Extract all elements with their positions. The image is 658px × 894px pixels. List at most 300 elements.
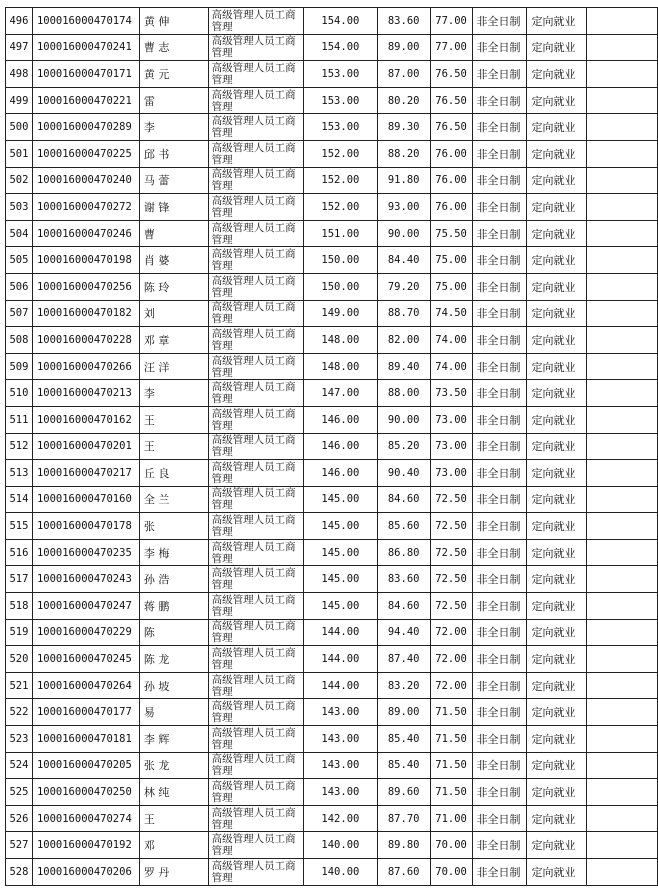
row-number: 514 bbox=[6, 486, 33, 513]
interview-score: 84.40 bbox=[377, 247, 430, 274]
empty-cell bbox=[587, 87, 658, 114]
study-mode: 非全日制 bbox=[472, 593, 527, 620]
interview-score: 87.60 bbox=[377, 859, 430, 886]
employment-type: 定向就业 bbox=[527, 433, 587, 460]
candidate-name: 邓 章 bbox=[139, 327, 208, 354]
interview-score: 88.20 bbox=[377, 140, 430, 167]
major-name: 高级管理人员工商管理 bbox=[208, 832, 303, 859]
employment-type: 定向就业 bbox=[527, 167, 587, 194]
table-row bbox=[6, 832, 658, 859]
table-row bbox=[6, 140, 658, 167]
interview-score: 94.40 bbox=[377, 619, 430, 646]
employment-type: 定向就业 bbox=[527, 513, 587, 540]
major-name: 高级管理人员工商管理 bbox=[208, 513, 303, 540]
row-number: 518 bbox=[6, 593, 33, 620]
candidate-id: 100016000470274 bbox=[32, 805, 139, 832]
total-score: 143.00 bbox=[304, 779, 378, 806]
major-name: 高级管理人员工商管理 bbox=[208, 87, 303, 114]
table-row bbox=[6, 194, 658, 221]
final-score: 75.00 bbox=[430, 273, 472, 300]
employment-type: 定向就业 bbox=[527, 832, 587, 859]
table-row bbox=[6, 247, 658, 274]
employment-type: 定向就业 bbox=[527, 859, 587, 886]
total-score: 146.00 bbox=[304, 460, 378, 487]
table-body bbox=[6, 8, 658, 886]
candidate-name: 张 龙 bbox=[139, 752, 208, 779]
total-score: 149.00 bbox=[304, 300, 378, 327]
total-score: 140.00 bbox=[304, 859, 378, 886]
table-row bbox=[6, 220, 658, 247]
major-name: 高级管理人员工商管理 bbox=[208, 699, 303, 726]
final-score: 72.50 bbox=[430, 593, 472, 620]
candidate-name: 林 纯 bbox=[139, 779, 208, 806]
study-mode: 非全日制 bbox=[472, 486, 527, 513]
employment-type: 定向就业 bbox=[527, 672, 587, 699]
empty-cell bbox=[587, 859, 658, 886]
row-number: 527 bbox=[6, 832, 33, 859]
total-score: 146.00 bbox=[304, 433, 378, 460]
total-score: 152.00 bbox=[304, 167, 378, 194]
candidate-id: 100016000470192 bbox=[32, 832, 139, 859]
study-mode: 非全日制 bbox=[472, 194, 527, 221]
empty-cell bbox=[587, 353, 658, 380]
candidate-id: 100016000470217 bbox=[32, 460, 139, 487]
candidate-id: 100016000470245 bbox=[32, 646, 139, 673]
candidate-name: 曹 志 bbox=[139, 34, 208, 61]
employment-type: 定向就业 bbox=[527, 486, 587, 513]
empty-cell bbox=[587, 805, 658, 832]
major-name: 高级管理人员工商管理 bbox=[208, 140, 303, 167]
interview-score: 89.30 bbox=[377, 114, 430, 141]
employment-type: 定向就业 bbox=[527, 114, 587, 141]
employment-type: 定向就业 bbox=[527, 327, 587, 354]
candidate-name: 陈 玲 bbox=[139, 273, 208, 300]
candidate-name: 全 兰 bbox=[139, 486, 208, 513]
total-score: 143.00 bbox=[304, 726, 378, 753]
study-mode: 非全日制 bbox=[472, 406, 527, 433]
candidate-name: 汪 洋 bbox=[139, 353, 208, 380]
candidate-id: 100016000470213 bbox=[32, 380, 139, 407]
candidate-name: 李 辉 bbox=[139, 726, 208, 753]
empty-cell bbox=[587, 779, 658, 806]
final-score: 73.00 bbox=[430, 433, 472, 460]
interview-score: 83.20 bbox=[377, 672, 430, 699]
final-score: 76.50 bbox=[430, 114, 472, 141]
major-name: 高级管理人员工商管理 bbox=[208, 380, 303, 407]
candidate-id: 100016000470264 bbox=[32, 672, 139, 699]
table-row bbox=[6, 566, 658, 593]
study-mode: 非全日制 bbox=[472, 8, 527, 35]
table-row bbox=[6, 34, 658, 61]
major-name: 高级管理人员工商管理 bbox=[208, 672, 303, 699]
row-number: 504 bbox=[6, 220, 33, 247]
row-number: 526 bbox=[6, 805, 33, 832]
major-name: 高级管理人员工商管理 bbox=[208, 114, 303, 141]
total-score: 152.00 bbox=[304, 140, 378, 167]
final-score: 71.50 bbox=[430, 726, 472, 753]
total-score: 145.00 bbox=[304, 566, 378, 593]
study-mode: 非全日制 bbox=[472, 140, 527, 167]
candidate-name: 蒋 鹏 bbox=[139, 593, 208, 620]
study-mode: 非全日制 bbox=[472, 167, 527, 194]
employment-type: 定向就业 bbox=[527, 593, 587, 620]
table-row bbox=[6, 406, 658, 433]
interview-score: 79.20 bbox=[377, 273, 430, 300]
candidate-name: 黄 伸 bbox=[139, 8, 208, 35]
total-score: 146.00 bbox=[304, 406, 378, 433]
empty-cell bbox=[587, 486, 658, 513]
empty-cell bbox=[587, 273, 658, 300]
empty-cell bbox=[587, 513, 658, 540]
study-mode: 非全日制 bbox=[472, 433, 527, 460]
employment-type: 定向就业 bbox=[527, 460, 587, 487]
total-score: 153.00 bbox=[304, 114, 378, 141]
employment-type: 定向就业 bbox=[527, 805, 587, 832]
total-score: 144.00 bbox=[304, 646, 378, 673]
interview-score: 87.00 bbox=[377, 61, 430, 88]
row-number: 515 bbox=[6, 513, 33, 540]
candidate-name: 邱 书 bbox=[139, 140, 208, 167]
total-score: 145.00 bbox=[304, 486, 378, 513]
major-name: 高级管理人员工商管理 bbox=[208, 300, 303, 327]
table-row bbox=[6, 539, 658, 566]
row-number: 497 bbox=[6, 34, 33, 61]
interview-score: 89.00 bbox=[377, 699, 430, 726]
table-row bbox=[6, 859, 658, 886]
final-score: 72.50 bbox=[430, 486, 472, 513]
total-score: 143.00 bbox=[304, 699, 378, 726]
candidate-id: 100016000470266 bbox=[32, 353, 139, 380]
candidate-id: 100016000470246 bbox=[32, 220, 139, 247]
candidate-id: 100016000470228 bbox=[32, 327, 139, 354]
row-number: 525 bbox=[6, 779, 33, 806]
candidate-id: 100016000470229 bbox=[32, 619, 139, 646]
candidate-name: 丘 良 bbox=[139, 460, 208, 487]
employment-type: 定向就业 bbox=[527, 87, 587, 114]
employment-type: 定向就业 bbox=[527, 699, 587, 726]
empty-cell bbox=[587, 327, 658, 354]
interview-score: 90.40 bbox=[377, 460, 430, 487]
row-number: 517 bbox=[6, 566, 33, 593]
employment-type: 定向就业 bbox=[527, 61, 587, 88]
final-score: 76.50 bbox=[430, 61, 472, 88]
candidate-name: 李 bbox=[139, 114, 208, 141]
final-score: 71.50 bbox=[430, 752, 472, 779]
row-number: 505 bbox=[6, 247, 33, 274]
candidate-id: 100016000470177 bbox=[32, 699, 139, 726]
row-number: 499 bbox=[6, 87, 33, 114]
total-score: 148.00 bbox=[304, 327, 378, 354]
candidate-name: 马 蕾 bbox=[139, 167, 208, 194]
total-score: 151.00 bbox=[304, 220, 378, 247]
row-number: 507 bbox=[6, 300, 33, 327]
final-score: 70.00 bbox=[430, 859, 472, 886]
total-score: 140.00 bbox=[304, 832, 378, 859]
major-name: 高级管理人员工商管理 bbox=[208, 247, 303, 274]
row-number: 509 bbox=[6, 353, 33, 380]
table-row bbox=[6, 327, 658, 354]
study-mode: 非全日制 bbox=[472, 300, 527, 327]
total-score: 144.00 bbox=[304, 619, 378, 646]
employment-type: 定向就业 bbox=[527, 194, 587, 221]
study-mode: 非全日制 bbox=[472, 114, 527, 141]
final-score: 76.50 bbox=[430, 87, 472, 114]
interview-score: 85.40 bbox=[377, 752, 430, 779]
candidate-id: 100016000470178 bbox=[32, 513, 139, 540]
row-number: 496 bbox=[6, 8, 33, 35]
table-row bbox=[6, 672, 658, 699]
total-score: 153.00 bbox=[304, 87, 378, 114]
candidate-name: 邓 bbox=[139, 832, 208, 859]
candidate-name: 王 bbox=[139, 433, 208, 460]
row-number: 513 bbox=[6, 460, 33, 487]
empty-cell bbox=[587, 832, 658, 859]
major-name: 高级管理人员工商管理 bbox=[208, 34, 303, 61]
total-score: 154.00 bbox=[304, 34, 378, 61]
study-mode: 非全日制 bbox=[472, 699, 527, 726]
interview-score: 91.80 bbox=[377, 167, 430, 194]
table-row bbox=[6, 619, 658, 646]
total-score: 142.00 bbox=[304, 805, 378, 832]
candidate-name: 易 bbox=[139, 699, 208, 726]
major-name: 高级管理人员工商管理 bbox=[208, 486, 303, 513]
table-row bbox=[6, 486, 658, 513]
major-name: 高级管理人员工商管理 bbox=[208, 646, 303, 673]
empty-cell bbox=[587, 194, 658, 221]
study-mode: 非全日制 bbox=[472, 87, 527, 114]
employment-type: 定向就业 bbox=[527, 646, 587, 673]
row-number: 512 bbox=[6, 433, 33, 460]
major-name: 高级管理人员工商管理 bbox=[208, 539, 303, 566]
table-row bbox=[6, 460, 658, 487]
row-number: 528 bbox=[6, 859, 33, 886]
candidate-id: 100016000470241 bbox=[32, 34, 139, 61]
study-mode: 非全日制 bbox=[472, 779, 527, 806]
row-number: 506 bbox=[6, 273, 33, 300]
study-mode: 非全日制 bbox=[472, 460, 527, 487]
employment-type: 定向就业 bbox=[527, 8, 587, 35]
table-row bbox=[6, 353, 658, 380]
table-row bbox=[6, 8, 658, 35]
candidate-id: 100016000470182 bbox=[32, 300, 139, 327]
candidate-name: 陈 龙 bbox=[139, 646, 208, 673]
major-name: 高级管理人员工商管理 bbox=[208, 406, 303, 433]
major-name: 高级管理人员工商管理 bbox=[208, 61, 303, 88]
employment-type: 定向就业 bbox=[527, 726, 587, 753]
empty-cell bbox=[587, 34, 658, 61]
candidate-name: 李 bbox=[139, 380, 208, 407]
study-mode: 非全日制 bbox=[472, 752, 527, 779]
study-mode: 非全日制 bbox=[472, 646, 527, 673]
study-mode: 非全日制 bbox=[472, 672, 527, 699]
study-mode: 非全日制 bbox=[472, 247, 527, 274]
final-score: 73.00 bbox=[430, 460, 472, 487]
final-score: 77.00 bbox=[430, 34, 472, 61]
table-row bbox=[6, 805, 658, 832]
empty-cell bbox=[587, 61, 658, 88]
row-number: 500 bbox=[6, 114, 33, 141]
table-row bbox=[6, 726, 658, 753]
interview-score: 89.60 bbox=[377, 779, 430, 806]
empty-cell bbox=[587, 566, 658, 593]
candidate-id: 100016000470201 bbox=[32, 433, 139, 460]
final-score: 72.00 bbox=[430, 619, 472, 646]
total-score: 154.00 bbox=[304, 8, 378, 35]
final-score: 72.00 bbox=[430, 672, 472, 699]
final-score: 74.00 bbox=[430, 353, 472, 380]
row-number: 508 bbox=[6, 327, 33, 354]
candidate-name: 孙 浩 bbox=[139, 566, 208, 593]
employment-type: 定向就业 bbox=[527, 779, 587, 806]
candidate-id: 100016000470289 bbox=[32, 114, 139, 141]
candidate-name: 李 梅 bbox=[139, 539, 208, 566]
final-score: 72.50 bbox=[430, 513, 472, 540]
empty-cell bbox=[587, 114, 658, 141]
final-score: 76.00 bbox=[430, 194, 472, 221]
table-row bbox=[6, 513, 658, 540]
row-number: 524 bbox=[6, 752, 33, 779]
interview-score: 88.00 bbox=[377, 380, 430, 407]
final-score: 75.00 bbox=[430, 247, 472, 274]
table-row bbox=[6, 699, 658, 726]
major-name: 高级管理人员工商管理 bbox=[208, 805, 303, 832]
interview-score: 83.60 bbox=[377, 566, 430, 593]
major-name: 高级管理人员工商管理 bbox=[208, 220, 303, 247]
table-row bbox=[6, 167, 658, 194]
table-row bbox=[6, 114, 658, 141]
empty-cell bbox=[587, 140, 658, 167]
final-score: 72.00 bbox=[430, 646, 472, 673]
final-score: 71.00 bbox=[430, 805, 472, 832]
empty-cell bbox=[587, 539, 658, 566]
study-mode: 非全日制 bbox=[472, 832, 527, 859]
study-mode: 非全日制 bbox=[472, 513, 527, 540]
table-row bbox=[6, 380, 658, 407]
major-name: 高级管理人员工商管理 bbox=[208, 167, 303, 194]
interview-score: 83.60 bbox=[377, 8, 430, 35]
table-row bbox=[6, 779, 658, 806]
empty-cell bbox=[587, 220, 658, 247]
empty-cell bbox=[587, 433, 658, 460]
final-score: 70.00 bbox=[430, 832, 472, 859]
empty-cell bbox=[587, 619, 658, 646]
interview-score: 80.20 bbox=[377, 87, 430, 114]
candidate-name: 王 bbox=[139, 805, 208, 832]
final-score: 75.50 bbox=[430, 220, 472, 247]
employment-type: 定向就业 bbox=[527, 300, 587, 327]
row-number: 502 bbox=[6, 167, 33, 194]
major-name: 高级管理人员工商管理 bbox=[208, 619, 303, 646]
candidate-id: 100016000470247 bbox=[32, 593, 139, 620]
candidate-id: 100016000470205 bbox=[32, 752, 139, 779]
study-mode: 非全日制 bbox=[472, 619, 527, 646]
employment-type: 定向就业 bbox=[527, 380, 587, 407]
employment-type: 定向就业 bbox=[527, 353, 587, 380]
candidate-id: 100016000470256 bbox=[32, 273, 139, 300]
table-row bbox=[6, 87, 658, 114]
total-score: 145.00 bbox=[304, 513, 378, 540]
candidate-id: 100016000470198 bbox=[32, 247, 139, 274]
row-number: 523 bbox=[6, 726, 33, 753]
candidate-id: 100016000470250 bbox=[32, 779, 139, 806]
candidate-id: 100016000470160 bbox=[32, 486, 139, 513]
interview-score: 84.60 bbox=[377, 593, 430, 620]
total-score: 150.00 bbox=[304, 247, 378, 274]
row-number: 516 bbox=[6, 539, 33, 566]
candidate-id: 100016000470162 bbox=[32, 406, 139, 433]
table-row bbox=[6, 593, 658, 620]
major-name: 高级管理人员工商管理 bbox=[208, 726, 303, 753]
candidate-id: 100016000470221 bbox=[32, 87, 139, 114]
candidate-id: 100016000470174 bbox=[32, 8, 139, 35]
candidate-name: 刘 bbox=[139, 300, 208, 327]
table-row bbox=[6, 300, 658, 327]
final-score: 77.00 bbox=[430, 8, 472, 35]
total-score: 153.00 bbox=[304, 61, 378, 88]
major-name: 高级管理人员工商管理 bbox=[208, 8, 303, 35]
final-score: 71.50 bbox=[430, 699, 472, 726]
total-score: 145.00 bbox=[304, 539, 378, 566]
candidate-id: 100016000470181 bbox=[32, 726, 139, 753]
interview-score: 89.40 bbox=[377, 353, 430, 380]
major-name: 高级管理人员工商管理 bbox=[208, 433, 303, 460]
final-score: 74.50 bbox=[430, 300, 472, 327]
major-name: 高级管理人员工商管理 bbox=[208, 194, 303, 221]
study-mode: 非全日制 bbox=[472, 327, 527, 354]
final-score: 71.50 bbox=[430, 779, 472, 806]
candidate-name: 孙 坡 bbox=[139, 672, 208, 699]
row-number: 521 bbox=[6, 672, 33, 699]
employment-type: 定向就业 bbox=[527, 752, 587, 779]
study-mode: 非全日制 bbox=[472, 859, 527, 886]
final-score: 72.50 bbox=[430, 566, 472, 593]
candidate-name: 谢 锋 bbox=[139, 194, 208, 221]
interview-score: 85.20 bbox=[377, 433, 430, 460]
empty-cell bbox=[587, 300, 658, 327]
total-score: 143.00 bbox=[304, 752, 378, 779]
empty-cell bbox=[587, 726, 658, 753]
candidate-name: 陈 bbox=[139, 619, 208, 646]
candidate-id: 100016000470235 bbox=[32, 539, 139, 566]
empty-cell bbox=[587, 380, 658, 407]
candidate-name: 王 bbox=[139, 406, 208, 433]
empty-cell bbox=[587, 593, 658, 620]
empty-cell bbox=[587, 672, 658, 699]
major-name: 高级管理人员工商管理 bbox=[208, 460, 303, 487]
candidate-name: 张 bbox=[139, 513, 208, 540]
candidate-id: 100016000470171 bbox=[32, 61, 139, 88]
interview-score: 85.40 bbox=[377, 726, 430, 753]
employment-type: 定向就业 bbox=[527, 539, 587, 566]
study-mode: 非全日制 bbox=[472, 353, 527, 380]
study-mode: 非全日制 bbox=[472, 539, 527, 566]
study-mode: 非全日制 bbox=[472, 380, 527, 407]
empty-cell bbox=[587, 752, 658, 779]
interview-score: 87.70 bbox=[377, 805, 430, 832]
interview-score: 85.60 bbox=[377, 513, 430, 540]
empty-cell bbox=[587, 406, 658, 433]
interview-score: 87.40 bbox=[377, 646, 430, 673]
candidate-name: 雷 bbox=[139, 87, 208, 114]
major-name: 高级管理人员工商管理 bbox=[208, 273, 303, 300]
study-mode: 非全日制 bbox=[472, 726, 527, 753]
total-score: 148.00 bbox=[304, 353, 378, 380]
major-name: 高级管理人员工商管理 bbox=[208, 327, 303, 354]
table-row bbox=[6, 273, 658, 300]
final-score: 73.50 bbox=[430, 380, 472, 407]
row-number: 519 bbox=[6, 619, 33, 646]
row-number: 501 bbox=[6, 140, 33, 167]
